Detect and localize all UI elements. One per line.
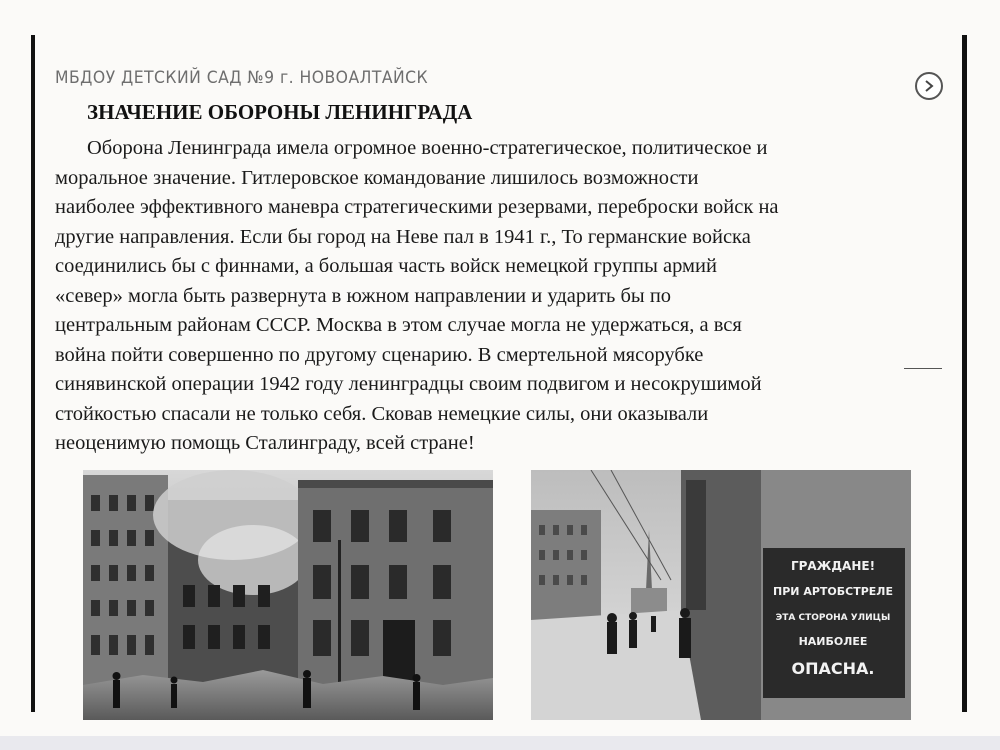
paragraph-line: наиболее эффективного маневра стратегическими резервами, переброски войск на <box>55 196 779 218</box>
paragraph-line: синявинской операции 1942 году ленинградцы своим подвигом и несокрушимой <box>55 373 762 395</box>
paragraph-line: стойкостью спасали не только себя. Сковав немецкие силы, они оказывали <box>55 402 709 425</box>
organization-header: МБДОУ ДЕТСКИЙ САД №9 г. НОВОАЛТАЙСК <box>55 68 429 88</box>
chevron-right-icon <box>923 79 935 93</box>
slide-bottom-band <box>0 736 1000 750</box>
sign-line: ГРАЖДАНЕ! <box>790 559 876 573</box>
body-paragraph <box>55 134 955 459</box>
bombed-buildings-photo <box>83 470 493 720</box>
sign-line: ПРИ АРТОБСТРЕЛЕ <box>773 585 893 598</box>
slide-right-border <box>962 35 967 712</box>
paragraph-line: центральным районам СССР. Москва в этом случае могла не удержаться, а вся <box>55 314 742 336</box>
warning-sign <box>763 548 905 698</box>
sign-line: ОПАСНА. <box>791 659 875 678</box>
decorative-underline <box>904 368 942 369</box>
paragraph-line: война пойти совершенно по другому сценарию. В смертельной мясорубке <box>55 343 704 366</box>
paragraph-line: неоценимую помощь Сталинграду, всей стране! <box>55 432 475 454</box>
paragraph-line: «север» могла быть развернута в южном направлении и ударить бы по <box>55 284 672 307</box>
next-slide-button[interactable] <box>915 72 943 100</box>
paragraph-line: моральное значение. Гитлеровское командование лишилось возможности <box>55 166 699 189</box>
paragraph-line: соединились бы с финнами, а большая часть войск немецкой группы армий <box>55 255 717 277</box>
paragraph-line: Оборона Ленинграда имела огромное военно-стратегическое, политическое и <box>87 137 768 159</box>
slide-title: ЗНАЧЕНИЕ ОБОРОНЫ ЛЕНИНГРАДА <box>87 100 473 124</box>
sign-line: НАИБОЛЕЕ <box>798 635 868 648</box>
paragraph-line: другие направления. Если бы город на Неве пал в 1941 г., То германские войска <box>55 225 751 248</box>
slide-left-border <box>31 35 35 712</box>
sign-line: ЭТА СТОРОНА УЛИЦЫ <box>775 613 891 623</box>
warning-sign-street-photo <box>531 470 911 720</box>
